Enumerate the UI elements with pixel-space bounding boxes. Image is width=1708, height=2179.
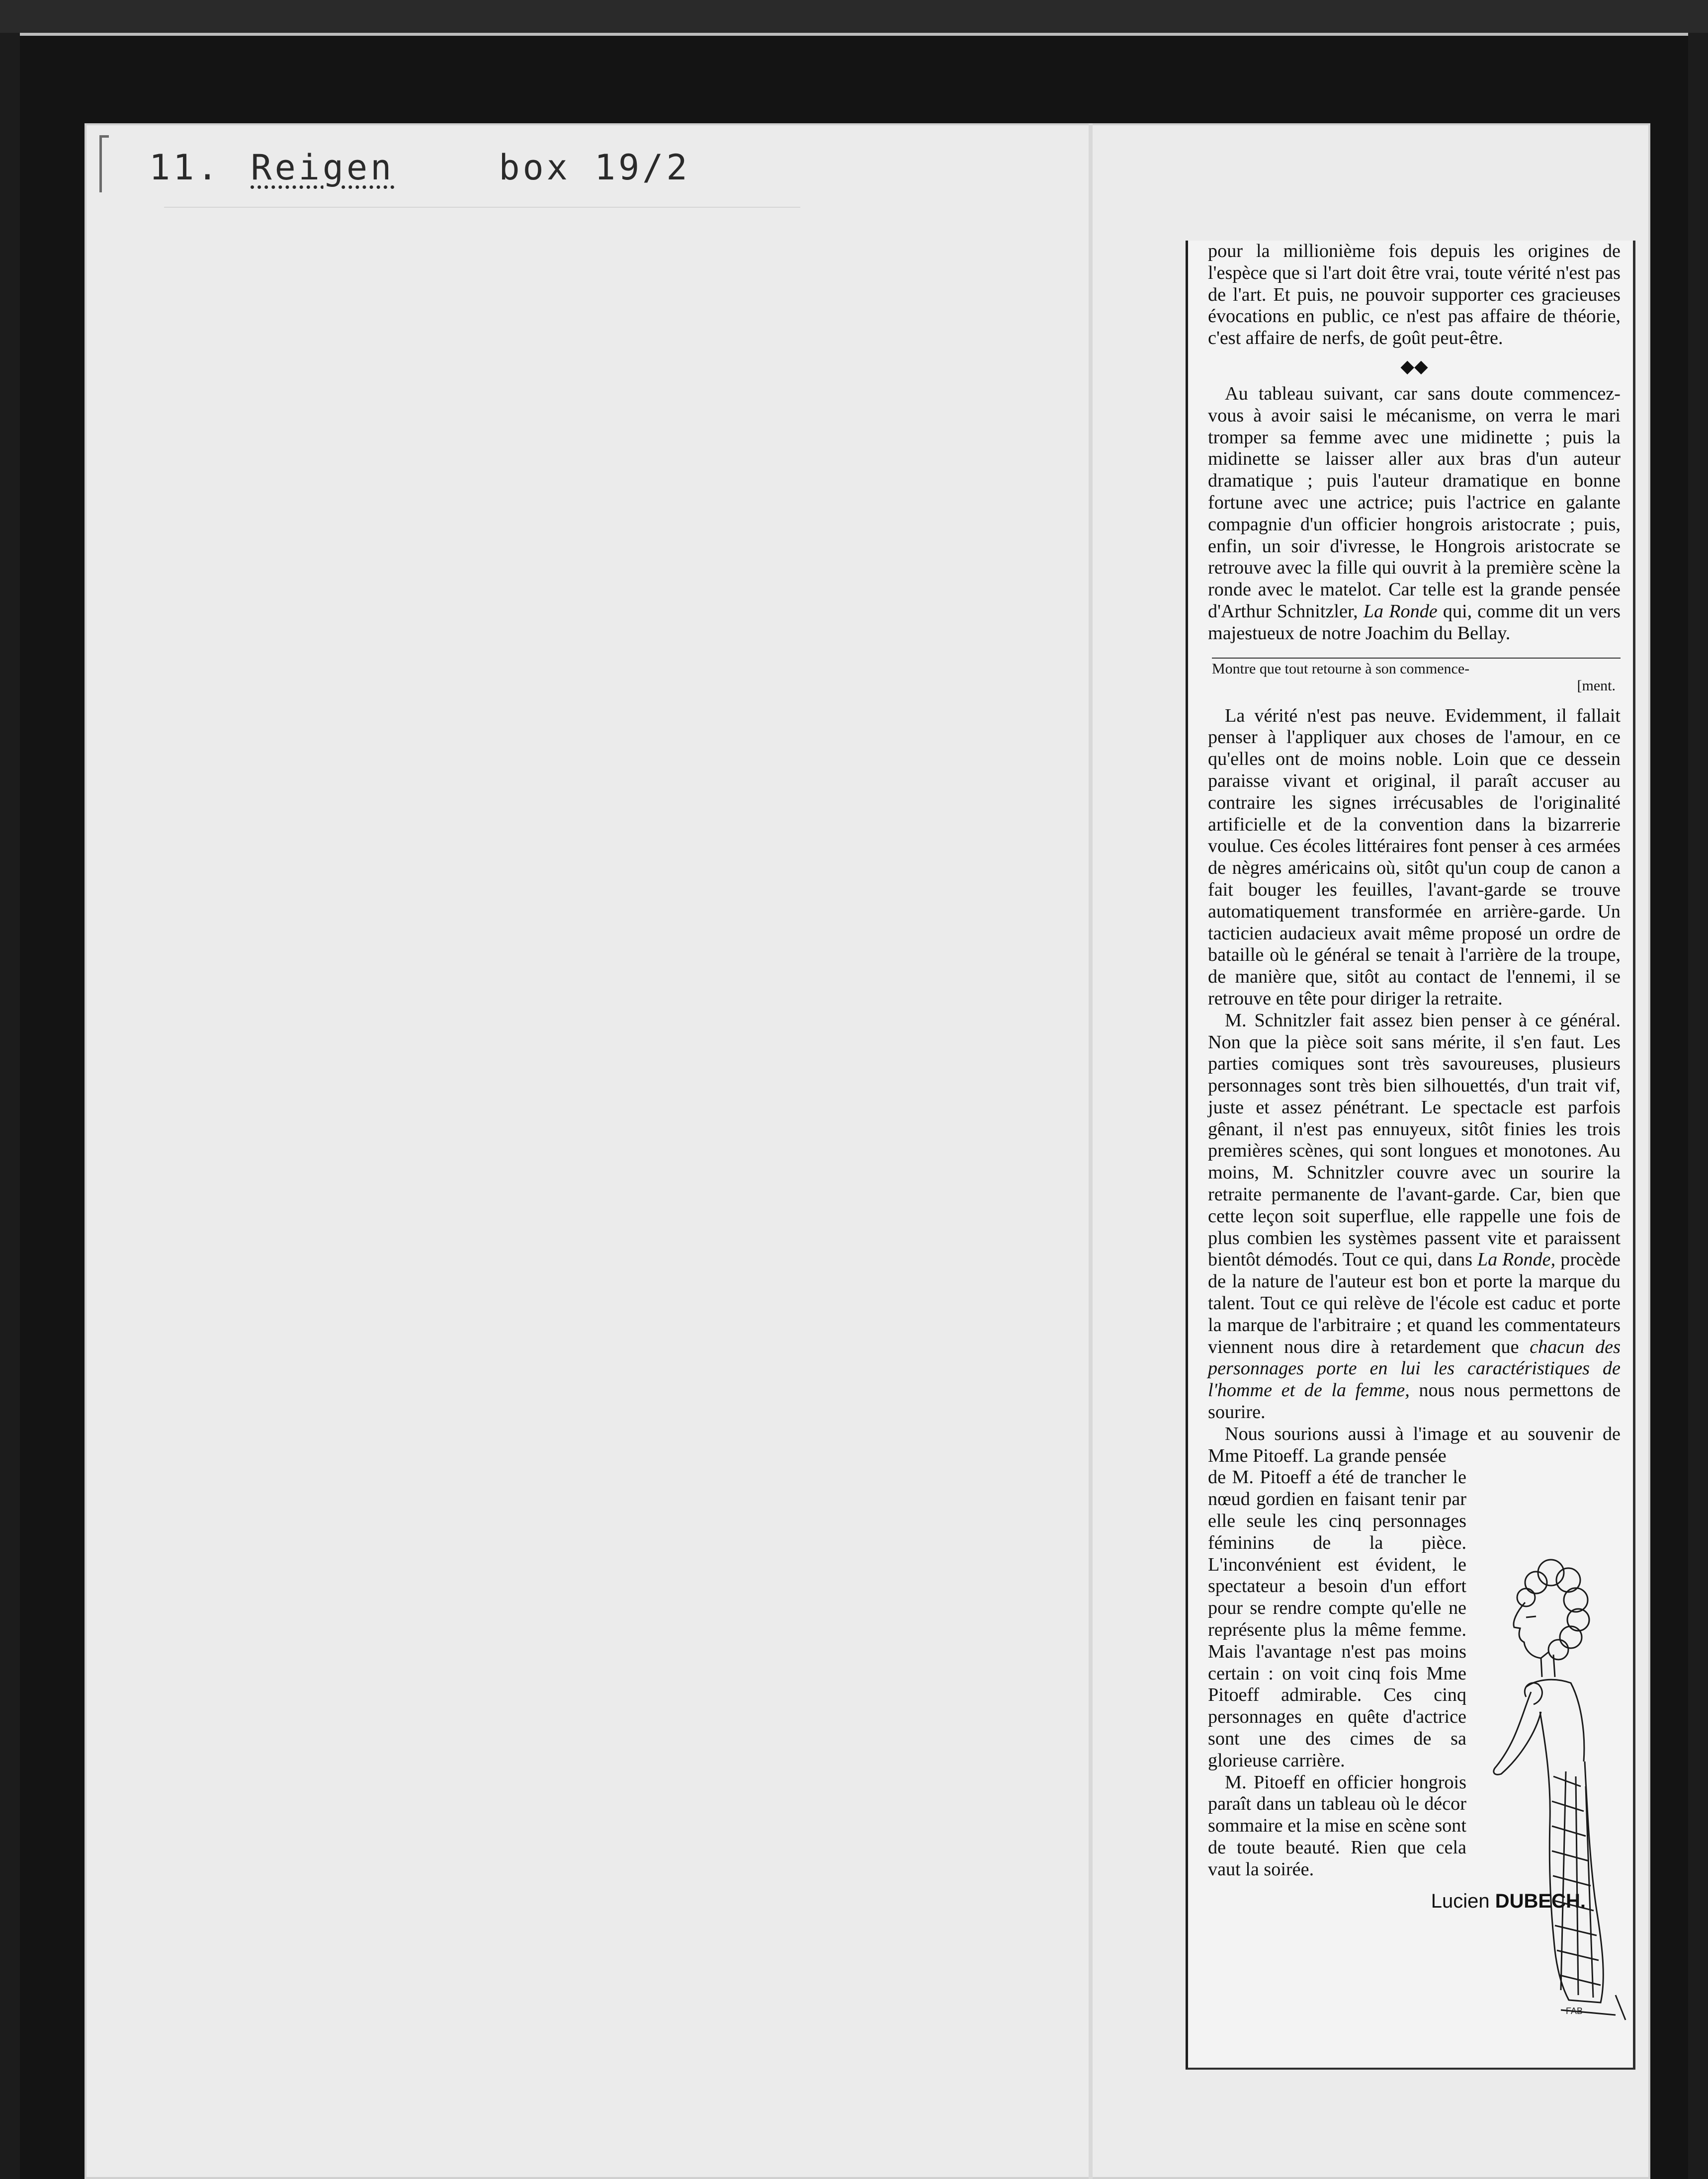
label-title: Reigen	[251, 147, 395, 188]
verse-line: Montre que tout retourne à son commence-	[1212, 660, 1470, 677]
article-paragraph	[1208, 383, 1621, 645]
corner-mark	[99, 135, 109, 192]
label-number: 11.	[149, 147, 221, 188]
label-box: box 19/2	[499, 147, 690, 188]
text-run: procède de la nature de l'auteur est bon et porte la marque du talent. Tout ce qui relève de l'école est caduc et porte la marque de l'arbitraire ; et quand les commentateurs viennent nous dire à retardement que	[1208, 1249, 1621, 1357]
article-paragraph: pour la millionième fois depuis les origines de l'espèce que si l'art doit être vrai, toute vérité n'est pas de l'art. Et puis, ne pouvoir supporter ces gracieuses évocations en public, ce n'est pas affaire de théorie, c'est affaire de nerfs, de goût peut-être.	[1208, 241, 1621, 349]
woman-portrait-sketch-icon	[1466, 1553, 1630, 2030]
archive-label	[149, 147, 690, 188]
sketch-initials: FAB	[1566, 2006, 1583, 2016]
verse-line-end: [ment.	[1577, 677, 1616, 694]
verse-quote	[1212, 658, 1621, 694]
ornament-divider: ◆◆	[1400, 356, 1428, 376]
newspaper-clipping	[1186, 241, 1635, 2070]
italic-title: La Ronde	[1363, 600, 1438, 622]
film-strip-top	[0, 0, 1708, 36]
text-run: M. Schnitzler fait assez bien penser à ce général. Non que la pièce soit sans mérite, il s'en faut. Les parties comiques sont très savoureuses, plusieurs personnages sont très bien silhouettés, d'un trait vif, juste et assez pénétrant. Le spectacle est parfois gênant, il n'est pas ennuyeux, sitôt finies les trois premières scènes, qui sont longues et monotones. Au moins, M. Schnitzler couvre avec un sourire la retraite permanente de l'avant-garde. Car, bien que cette leçon soit superflue, elle rappelle une fois de plus combien les systèmes passent vite et paraissent bientôt démodés. Tout ce qui, dans	[1208, 1009, 1621, 1270]
italic-title: La Ronde,	[1477, 1249, 1556, 1270]
article-paragraph	[1208, 1010, 1621, 1424]
italic-quote: chacun des personnages porte en lui les caractéristiques de l'homme et de la femme,	[1208, 1336, 1621, 1401]
film-edge-right	[1688, 33, 1708, 2179]
archive-page	[85, 123, 1650, 2179]
signature-first-name: Lucien	[1431, 1890, 1490, 1912]
article-paragraph: M. Pitoeff en officier hongrois paraît dans un tableau où le décor sommaire et la mise en scène sont de toute beauté. Rien que cela vaut la soirée.	[1208, 1771, 1466, 1880]
page-fold	[1089, 123, 1093, 2179]
film-edge-left	[0, 33, 20, 2179]
article-paragraph: de M. Pitoeff a été de trancher le nœud gordien en faisant tenir par elle seule les cinq personnages féminins de la pièce. L'inconvénient est évident, le spectateur a besoin d'un effort pour se rendre compte qu'elle ne représente plus la même femme. Mais l'avantage n'est pas moins certain : on voit cinq fois Mme Pitoeff admirable. Ces cinq personnages en quête d'actrice sont une des cimes de sa glorieuse carrière.	[1208, 1467, 1466, 1771]
signature-last-name: DUBECH.	[1495, 1890, 1586, 1912]
header-rule	[164, 207, 800, 208]
text-run: nous nous permettons de sourire.	[1208, 1380, 1621, 1423]
text-run: qui, comme dit un vers majestueux de notre Joachim du Bellay.	[1208, 600, 1621, 644]
text-run: Au tableau suivant, car sans doute commencez-vous à avoir saisi le mécanisme, on verra le mari tromper sa femme avec une midinette ; puis la midinette se laisser aller aux bras d'un auteur dramatique ; puis l'auteur dramatique en bonne fortune avec une actrice; puis l'actrice en galante compagnie d'un officier hongrois aristocrate ; puis, enfin, un soir d'ivresse, le Hongrois aristocrate se retrouve avec la fille qui ouvrit à la première scène la ronde avec le matelot. Car telle est la grande pensée d'Arthur Schnitzler,	[1208, 383, 1621, 622]
narrow-column	[1208, 1467, 1466, 1880]
article-paragraph: La vérité n'est pas neuve. Evidemment, il fallait penser à l'appliquer aux choses de l'amour, en ce qu'elles ont de moins noble. Loin que ce dessein paraisse vivant et original, il paraît accuser au contraire les signes irrécusables de l'originalité artificielle et de la convention dans la bizarrerie voulue. Ces écoles littéraires font penser à ces armées de nègres américains où, sitôt qu'un coup de canon a fait bouger les feuilles, l'avant-garde se trouve automatiquement transformée en arrière-garde. Un tacticien audacieux avait même proposé un ordre de bataille où le général se tenait à l'arrière de la troupe, de manière que, sitôt au contact de l'ennemi, il se retrouve en tête pour diriger la retraite.	[1208, 705, 1621, 1009]
article-paragraph: Nous sourions aussi à l'image et au souvenir de Mme Pitoeff. La grande pensée	[1208, 1423, 1621, 1466]
